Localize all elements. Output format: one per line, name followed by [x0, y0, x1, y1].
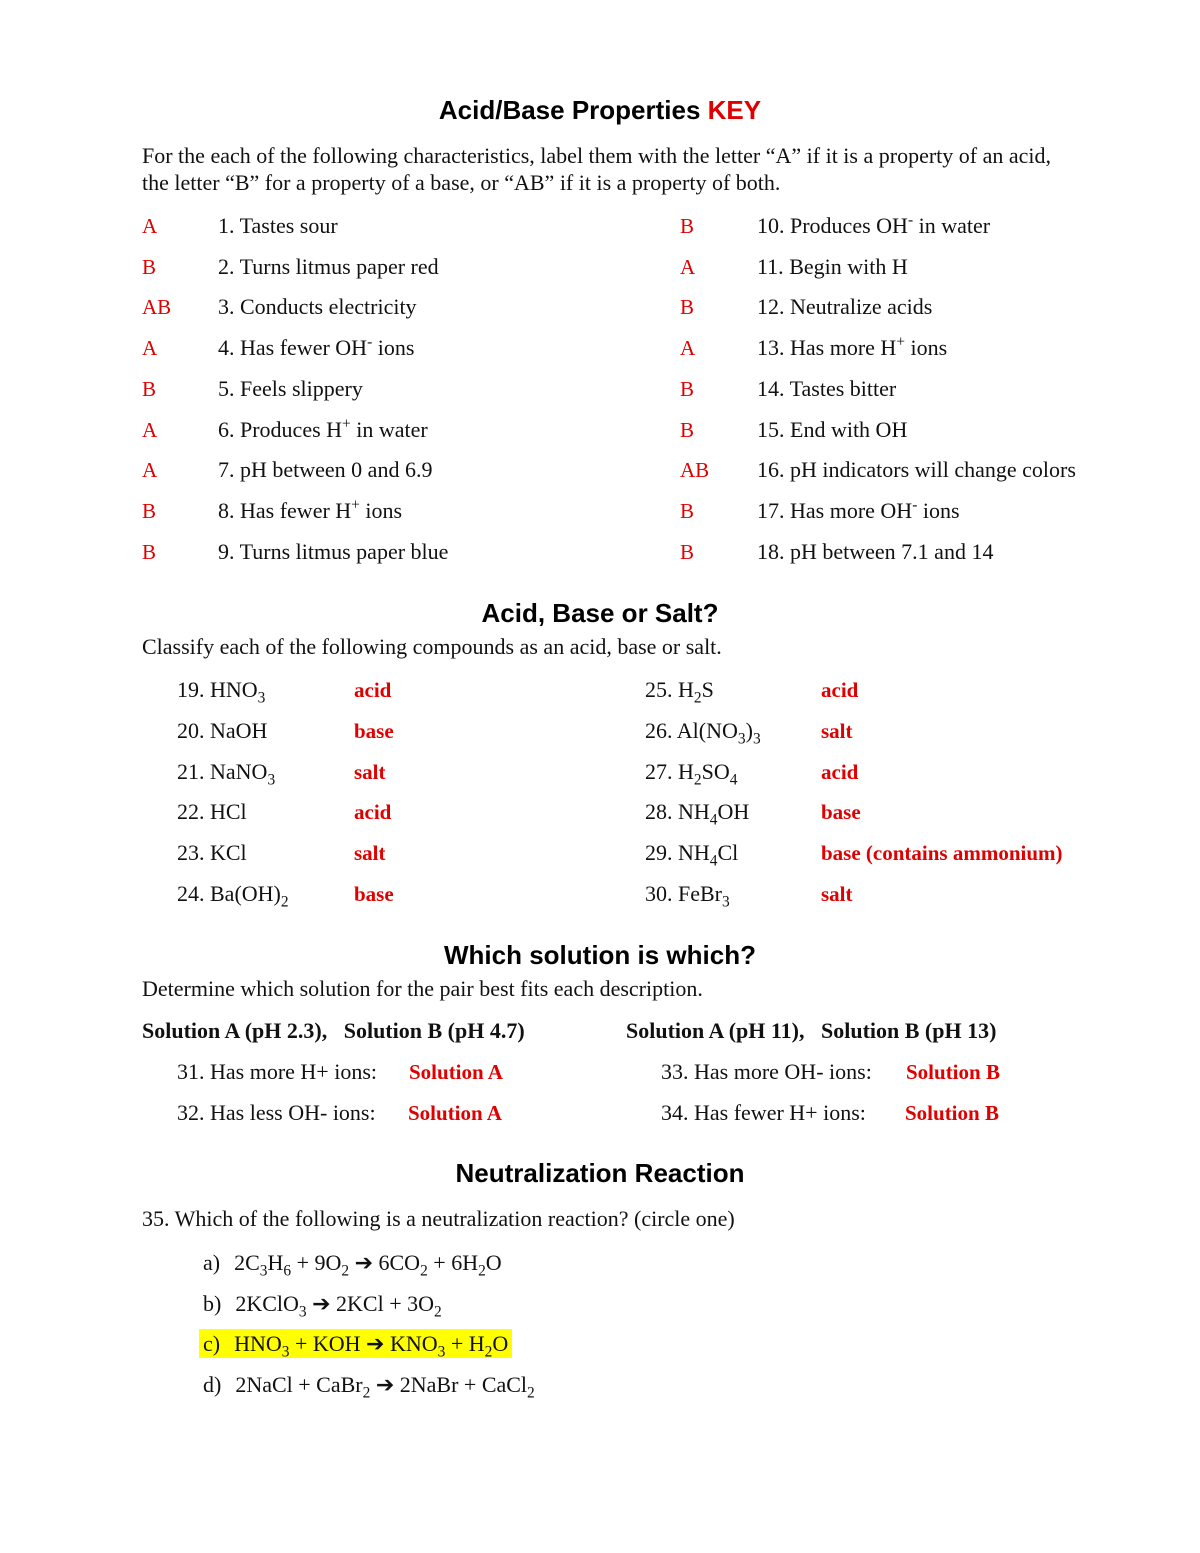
compound-right-compound	[645, 758, 738, 788]
title-key: KEY	[707, 95, 762, 125]
option-label: b)	[203, 1290, 222, 1316]
property-right-number: 18.	[757, 538, 790, 564]
property-left-answer: AB	[142, 295, 172, 320]
question-33	[661, 1059, 872, 1085]
property-right-superscript: -	[912, 496, 918, 514]
property-left-text: pH between 0 and 6.9	[240, 457, 433, 483]
abs-instructions: Classify each of the following compounds as an acid, base or salt.	[142, 634, 722, 659]
compound-left-classification: acid	[354, 678, 392, 702]
compound-left-number: 23.	[177, 840, 210, 866]
compound-right-classification: base	[821, 800, 861, 825]
compound-right-formula-text: FeBr	[678, 881, 722, 906]
property-left-answer: B	[142, 539, 157, 564]
compound-left-formula-text: HCl	[210, 799, 247, 825]
compound-left-number: 19.	[177, 677, 210, 702]
reaction-subscript: 2	[527, 1383, 535, 1401]
compound-right-formula-text: H	[678, 677, 694, 702]
property-left-text: Has fewer OH	[240, 335, 368, 361]
section-title-which-solution: Which solution is which?	[444, 940, 756, 970]
property-left-item	[218, 457, 432, 483]
property-right-item	[757, 498, 960, 524]
reaction-subscript: 3	[281, 1343, 290, 1361]
property-left-item	[218, 294, 417, 320]
compound-right-subscript: 2	[693, 689, 702, 707]
property-left-text: Produces H	[240, 416, 343, 442]
answer-31: Solution A	[409, 1060, 503, 1084]
compound-right-subscript: 2	[693, 770, 702, 788]
property-right-answer: A	[680, 336, 696, 361]
compound-left-classification: base	[354, 882, 394, 906]
property-right-number: 16.	[757, 457, 790, 483]
compound-left-formula-text: HNO	[210, 677, 258, 702]
option-label: c)	[203, 1331, 221, 1356]
property-right-item	[757, 417, 907, 443]
question-31	[177, 1059, 377, 1085]
compound-right-classification: salt	[821, 718, 853, 743]
option-body	[203, 1250, 502, 1280]
reaction-subscript: 3	[437, 1343, 446, 1361]
answer-34: Solution B	[905, 1101, 999, 1125]
compound-left-subscript: 3	[267, 770, 276, 788]
reaction-formula-text: 2KClO	[235, 1290, 299, 1316]
property-left-text: ions	[372, 335, 415, 361]
reaction-subscript: 3	[259, 1262, 268, 1280]
reaction-subscript: 3	[298, 1302, 307, 1320]
property-left-number: 5.	[218, 375, 240, 401]
property-left-text: Turns litmus paper blue	[239, 538, 449, 564]
property-right-text: Produces OH	[790, 213, 908, 238]
reaction-option	[203, 1371, 535, 1401]
highlighted-answer	[199, 1329, 512, 1361]
property-right-text: Tastes bitter	[789, 375, 897, 401]
property-right-text: Begin with H	[789, 253, 908, 279]
property-right-answer: B	[680, 539, 695, 564]
compound-left-formula-text: NaNO	[210, 758, 268, 784]
compound-right-number: 25.	[645, 677, 678, 702]
compound-right-formula-text: Cl	[717, 840, 739, 866]
property-right-item	[757, 213, 990, 239]
compound-left-formula-text: KCl	[210, 840, 247, 866]
property-left-answer: A	[142, 214, 158, 238]
title-main: Acid/Base Properties	[438, 95, 708, 125]
property-left-text: in water	[350, 416, 428, 442]
compound-left-number: 24.	[177, 881, 210, 906]
solution-pair-2: Solution A (pH 11), Solution B (pH 13)	[626, 1018, 997, 1043]
property-right-number: 12.	[757, 294, 790, 320]
property-left-text: Feels slippery	[240, 375, 363, 401]
property-right-item	[757, 457, 1076, 483]
property-right-number: 10.	[757, 213, 790, 238]
compound-right-number: 29.	[645, 840, 678, 866]
question-34	[661, 1100, 866, 1126]
property-right-text: pH between 7.1 and 14	[790, 538, 994, 564]
property-left-text: Tastes sour	[239, 213, 338, 238]
reaction-subscript: 2	[362, 1383, 371, 1401]
property-right-item	[757, 254, 908, 280]
property-left-answer: B	[142, 498, 157, 523]
question-32-text: 32. Has less OH- ions:	[177, 1100, 376, 1125]
property-right-text: Has more OH	[790, 497, 913, 523]
reaction-formula-text: + 6H	[427, 1250, 479, 1275]
property-right-number: 14.	[757, 375, 790, 401]
property-left-text: Turns litmus paper red	[239, 253, 439, 279]
question-33-text: 33. Has more OH- ions:	[661, 1059, 872, 1084]
compound-right-formula-text: NH	[678, 799, 710, 825]
compound-left-compound	[177, 799, 247, 825]
compound-left-classification: salt	[354, 841, 386, 866]
compound-left-compound	[177, 718, 267, 744]
compound-right-formula-text: Al(NO	[676, 717, 738, 743]
property-left-item	[218, 376, 363, 402]
reaction-formula-text: + H	[445, 1331, 485, 1356]
property-right-answer: B	[680, 417, 695, 442]
compound-right-number: 30.	[645, 881, 678, 906]
question-35: 35. Which of the following is a neutralization reaction? (circle one)	[142, 1206, 735, 1231]
property-left-answer: B	[142, 254, 157, 279]
reaction-formula-text: ➔ 2KCl + 3O	[306, 1290, 434, 1316]
compound-right-formula-text: NH	[678, 840, 710, 866]
property-right-text: End with OH	[790, 416, 908, 442]
solutions-instructions: Determine which solution for the pair best fits each description.	[142, 976, 703, 1001]
compound-right-subscript: 4	[729, 770, 738, 788]
reaction-formula-text: H	[267, 1250, 284, 1275]
property-right-item	[757, 376, 896, 402]
property-left-number: 2.	[218, 253, 240, 279]
property-right-answer: B	[680, 295, 695, 320]
property-left-superscript: +	[342, 415, 351, 433]
intro-line-2: the letter “B” for a property of a base, or “AB” if it is a property of both.	[142, 170, 781, 195]
property-right-answer: A	[680, 254, 696, 279]
property-right-superscript: +	[896, 333, 905, 351]
compound-right-number: 27.	[645, 758, 678, 784]
property-left-answer: B	[142, 376, 157, 401]
reaction-formula-text: HNO	[234, 1331, 282, 1356]
property-left-number: 8.	[218, 497, 240, 523]
compound-right-compound	[645, 881, 730, 911]
question-31-text: 31. Has more H+ ions:	[177, 1059, 377, 1084]
option-label: a)	[203, 1250, 221, 1275]
compound-right-classification: acid	[821, 759, 859, 784]
property-left-item	[218, 539, 448, 565]
answer-32: Solution A	[408, 1101, 502, 1125]
compound-left-subscript: 2	[280, 893, 289, 911]
reaction-formula-text: ➔ 2NaBr + CaCl	[370, 1371, 528, 1397]
compound-right-formula-text: SO	[701, 758, 730, 784]
reaction-formula-text: + 9O	[291, 1250, 342, 1275]
reaction-subscript: 6	[283, 1262, 292, 1280]
answer-33: Solution B	[906, 1060, 1000, 1084]
compound-right-classification: acid	[821, 678, 859, 702]
reaction-formula-text: 2C	[234, 1250, 260, 1275]
property-right-text: ions	[917, 497, 960, 523]
compound-right-compound	[645, 799, 750, 829]
reaction-formula-text: 2NaCl + CaBr	[235, 1371, 363, 1397]
property-left-text: Has fewer H	[240, 497, 352, 523]
compound-right-compound	[645, 717, 761, 748]
property-left-item	[218, 254, 439, 280]
property-right-superscript: -	[907, 211, 914, 229]
property-right-answer: B	[680, 498, 695, 523]
reaction-option	[203, 1250, 502, 1280]
reaction-option	[203, 1290, 442, 1320]
compound-right-formula-text: S	[701, 677, 714, 702]
property-left-item	[218, 213, 338, 239]
option-label: d)	[203, 1371, 222, 1397]
property-right-answer: AB	[680, 458, 710, 483]
compound-left-subscript: 3	[257, 689, 266, 707]
compound-left-classification: salt	[354, 759, 386, 784]
compound-right-classification: salt	[821, 882, 853, 906]
property-left-answer: A	[142, 458, 158, 483]
compound-right-formula-text: OH	[717, 799, 750, 825]
property-left-item	[218, 335, 414, 361]
reaction-subscript: 2	[434, 1302, 442, 1320]
property-left-answer: A	[142, 417, 158, 442]
property-left-number: 1.	[218, 213, 240, 238]
intro-line-1: For the each of the following characteristics, label them with the letter “A” if it is a property of an acid,	[142, 143, 1052, 168]
property-right-number: 17.	[757, 497, 790, 523]
solution-pair-1: Solution A (pH 2.3), Solution B (pH 4.7)	[142, 1018, 525, 1043]
property-right-text: Neutralize acids	[790, 294, 933, 320]
question-34-text: 34. Has fewer H+ ions:	[661, 1100, 866, 1125]
property-right-text: Has more H	[790, 335, 897, 361]
reaction-option	[203, 1331, 512, 1361]
property-right-item	[757, 294, 932, 320]
compound-left-compound	[177, 758, 276, 788]
property-left-item	[218, 417, 428, 443]
property-left-number: 9.	[218, 538, 240, 564]
property-right-answer: B	[680, 214, 695, 238]
property-left-text: Conducts electricity	[240, 294, 417, 320]
property-right-number: 15.	[757, 416, 790, 442]
compound-right-subscript: 4	[709, 811, 718, 829]
property-right-number: 11.	[757, 253, 790, 279]
compound-left-classification: acid	[354, 800, 392, 825]
compound-right-formula-text: )	[745, 717, 753, 743]
reaction-subscript: 2	[478, 1262, 486, 1280]
compound-right-number: 26.	[645, 717, 677, 743]
reaction-formula-text: O	[492, 1331, 509, 1356]
compound-right-compound	[645, 840, 739, 870]
reaction-subscript: 2	[420, 1262, 428, 1280]
question-32	[177, 1100, 376, 1126]
compound-right-formula-text: H	[678, 758, 694, 784]
compound-left-formula-text: Ba(OH)	[210, 881, 281, 906]
reaction-formula-text: O	[485, 1250, 502, 1275]
property-left-answer: A	[142, 336, 158, 361]
compound-left-number: 21.	[177, 758, 210, 784]
property-right-number: 13.	[757, 335, 790, 361]
option-body	[203, 1290, 442, 1320]
reaction-subscript: 2	[484, 1343, 493, 1361]
compound-right-subscript: 4	[709, 852, 718, 870]
property-left-number: 6.	[218, 416, 240, 442]
property-left-number: 7.	[218, 457, 240, 483]
compound-right-subscript: 3	[722, 893, 730, 911]
section-title-acid-base-salt: Acid, Base or Salt?	[481, 598, 719, 628]
compound-left-formula-text: NaOH	[210, 717, 268, 743]
property-left-text: ions	[359, 497, 403, 523]
property-right-text: pH indicators will change colors	[790, 457, 1076, 483]
compound-left-classification: base	[354, 718, 394, 743]
compound-left-number: 20.	[177, 717, 210, 743]
property-left-superscript: +	[351, 496, 360, 514]
property-right-answer: B	[680, 376, 695, 401]
option-body	[203, 1371, 535, 1401]
property-left-superscript: -	[367, 333, 373, 351]
compound-left-compound	[177, 677, 266, 707]
compound-right-subscript: 3	[752, 730, 761, 748]
compound-left-number: 22.	[177, 799, 210, 825]
compound-left-compound	[177, 840, 247, 866]
section-title-neutralization: Neutralization Reaction	[455, 1158, 745, 1188]
property-right-text: ions	[905, 335, 948, 361]
reaction-formula-text: ➔ 6CO	[349, 1250, 421, 1275]
reaction-formula-text: + KOH ➔ KNO	[289, 1331, 438, 1356]
compound-left-compound	[177, 881, 289, 911]
page-title	[0, 95, 1200, 126]
compound-right-compound	[645, 677, 714, 707]
compound-right-number: 28.	[645, 799, 678, 825]
compound-right-subscript: 3	[737, 730, 746, 748]
property-left-number: 3.	[218, 294, 240, 320]
compound-right-classification: base (contains ammonium)	[821, 841, 1063, 866]
property-right-item	[757, 539, 993, 565]
property-left-number: 4.	[218, 335, 240, 361]
reaction-subscript: 2	[341, 1262, 350, 1280]
property-right-item	[757, 335, 947, 361]
property-right-text: in water	[913, 213, 991, 238]
property-left-item	[218, 498, 402, 524]
